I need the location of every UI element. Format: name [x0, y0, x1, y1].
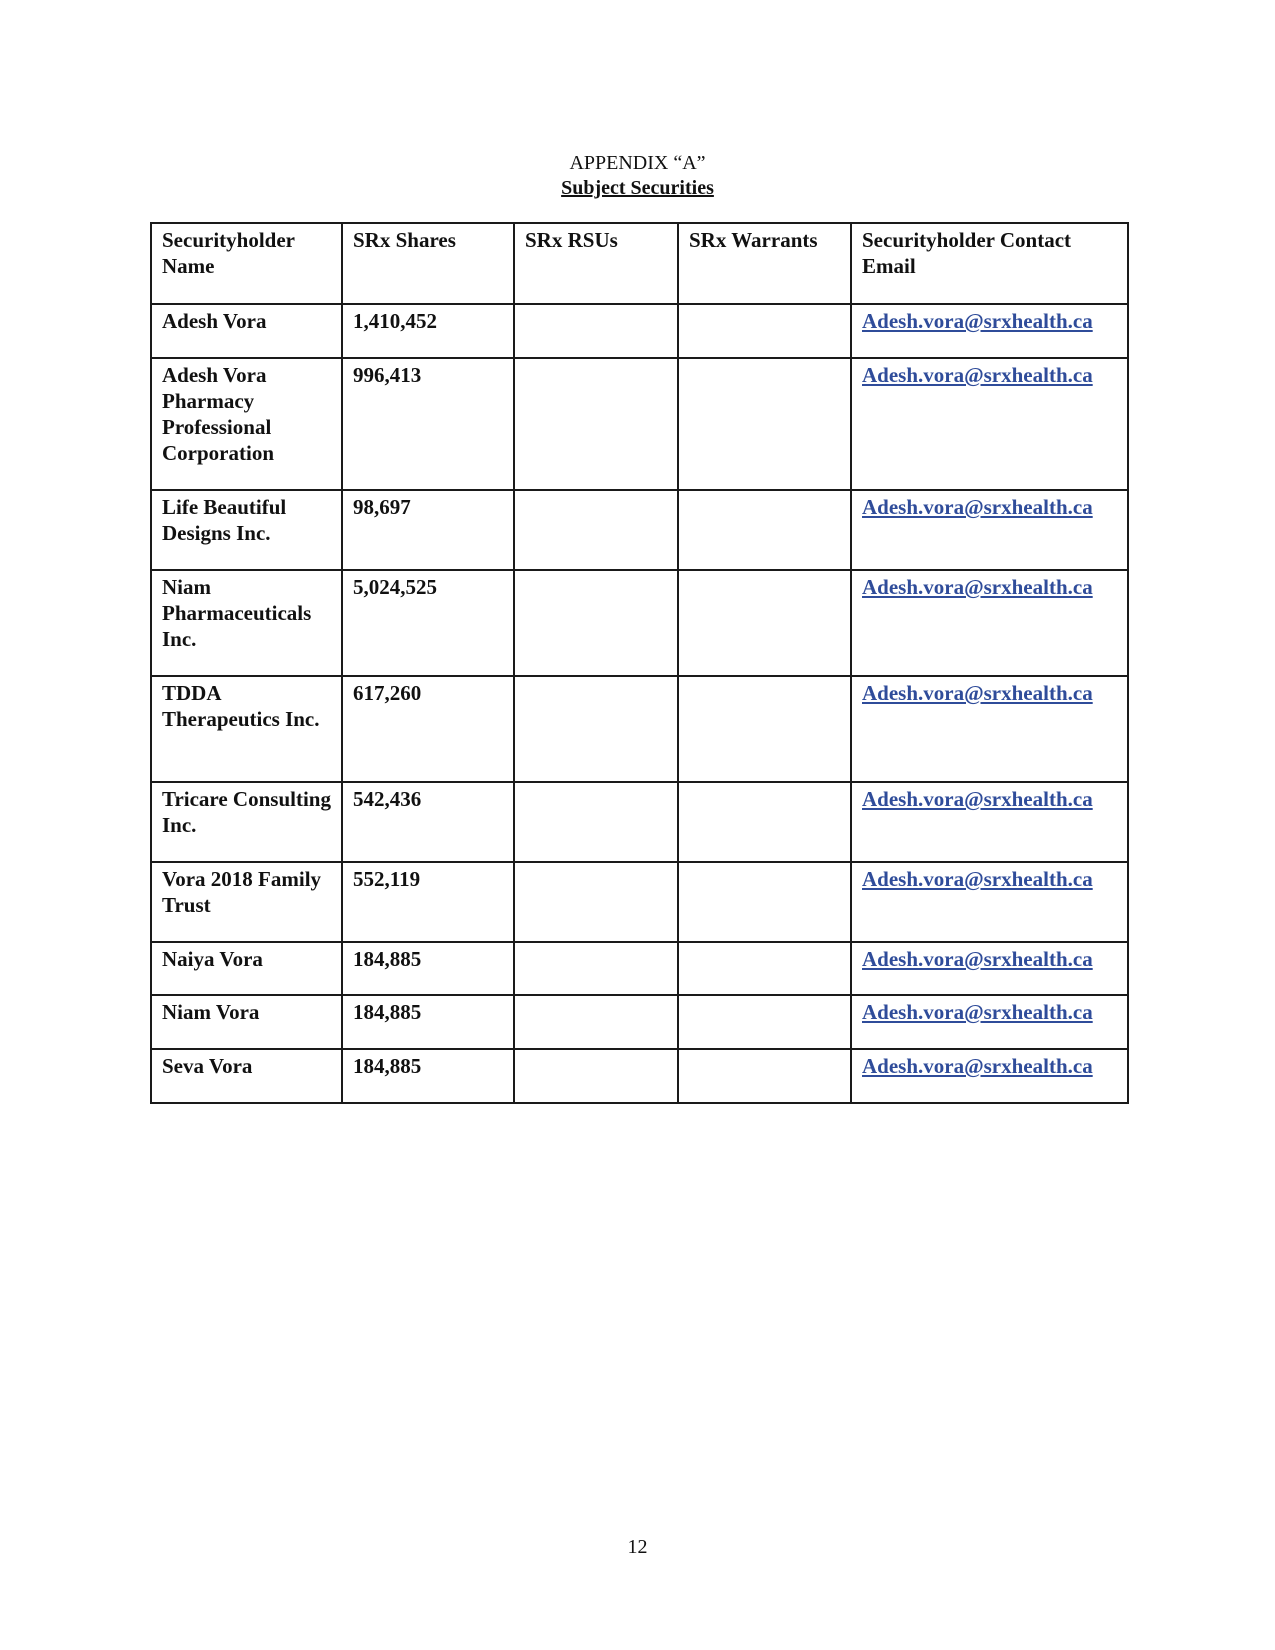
email-link[interactable]: Adesh.vora@srxhealth.ca [862, 495, 1093, 519]
cell-name: Vora 2018 Family Trust [151, 862, 342, 942]
cell-name: Seva Vora [151, 1049, 342, 1103]
cell-warrants [678, 676, 851, 782]
cell-email [851, 942, 1128, 995]
table-row [151, 304, 1128, 358]
email-link[interactable]: Adesh.vora@srxhealth.ca [862, 867, 1093, 891]
email-link[interactable]: Adesh.vora@srxhealth.ca [862, 1000, 1093, 1024]
email-link[interactable]: Adesh.vora@srxhealth.ca [862, 681, 1093, 705]
cell-email [851, 862, 1128, 942]
cell-warrants [678, 782, 851, 862]
cell-rsus [514, 1049, 678, 1103]
cell-rsus [514, 942, 678, 995]
appendix-subtitle-text: Subject Securities [561, 177, 714, 199]
subject-securities-table [150, 222, 1129, 1104]
cell-name: TDDA Therapeutics Inc. [151, 676, 342, 782]
cell-name: Niam Pharmaceuticals Inc. [151, 570, 342, 676]
cell-rsus [514, 490, 678, 570]
cell-email [851, 570, 1128, 676]
header-srx-shares: SRx Shares [342, 223, 514, 304]
cell-shares: 5,024,525 [342, 570, 514, 676]
cell-shares: 98,697 [342, 490, 514, 570]
cell-rsus [514, 862, 678, 942]
cell-name: Life Beautiful Designs Inc. [151, 490, 342, 570]
cell-warrants [678, 304, 851, 358]
table-row [151, 358, 1128, 490]
header-contact-email: Securityholder Contact Email [851, 223, 1128, 304]
header-srx-warrants: SRx Warrants [678, 223, 851, 304]
table-row [151, 995, 1128, 1049]
cell-shares: 542,436 [342, 782, 514, 862]
cell-warrants [678, 358, 851, 490]
header-srx-rsus: SRx RSUs [514, 223, 678, 304]
cell-shares: 184,885 [342, 942, 514, 995]
email-link[interactable]: Adesh.vora@srxhealth.ca [862, 575, 1093, 599]
cell-rsus [514, 782, 678, 862]
cell-warrants [678, 1049, 851, 1103]
page-number: 12 [627, 1536, 648, 1558]
cell-email [851, 782, 1128, 862]
cell-email [851, 490, 1128, 570]
cell-shares: 552,119 [342, 862, 514, 942]
email-link[interactable]: Adesh.vora@srxhealth.ca [862, 1054, 1093, 1078]
cell-name: Naiya Vora [151, 942, 342, 995]
table-row [151, 490, 1128, 570]
email-link[interactable]: Adesh.vora@srxhealth.ca [862, 363, 1093, 387]
cell-warrants [678, 995, 851, 1049]
cell-email [851, 676, 1128, 782]
cell-name: Tricare Consulting Inc. [151, 782, 342, 862]
cell-email [851, 304, 1128, 358]
cell-warrants [678, 570, 851, 676]
cell-warrants [678, 490, 851, 570]
email-link[interactable]: Adesh.vora@srxhealth.ca [862, 947, 1093, 971]
cell-rsus [514, 570, 678, 676]
cell-shares: 996,413 [342, 358, 514, 490]
table-header-row [151, 223, 1128, 304]
cell-warrants [678, 942, 851, 995]
cell-email [851, 995, 1128, 1049]
email-link[interactable]: Adesh.vora@srxhealth.ca [862, 309, 1093, 333]
email-link[interactable]: Adesh.vora@srxhealth.ca [862, 787, 1093, 811]
appendix-title: APPENDIX “A” [569, 152, 706, 174]
table-row [151, 676, 1128, 782]
table-row [151, 862, 1128, 942]
table-row [151, 782, 1128, 862]
cell-name: Niam Vora [151, 995, 342, 1049]
cell-rsus [514, 358, 678, 490]
cell-name: Adesh Vora Pharmacy Professional Corporation [151, 358, 342, 490]
header-securityholder-name: Securityholder Name [151, 223, 342, 304]
cell-rsus [514, 995, 678, 1049]
cell-shares: 184,885 [342, 1049, 514, 1103]
cell-warrants [678, 862, 851, 942]
table-row [151, 942, 1128, 995]
cell-shares: 184,885 [342, 995, 514, 1049]
cell-shares: 1,410,452 [342, 304, 514, 358]
cell-name: Adesh Vora [151, 304, 342, 358]
cell-rsus [514, 676, 678, 782]
cell-shares: 617,260 [342, 676, 514, 782]
appendix-subtitle [0, 176, 1275, 201]
cell-rsus [514, 304, 678, 358]
cell-email [851, 358, 1128, 490]
cell-email [851, 1049, 1128, 1103]
table-row [151, 1049, 1128, 1103]
table-row [151, 570, 1128, 676]
